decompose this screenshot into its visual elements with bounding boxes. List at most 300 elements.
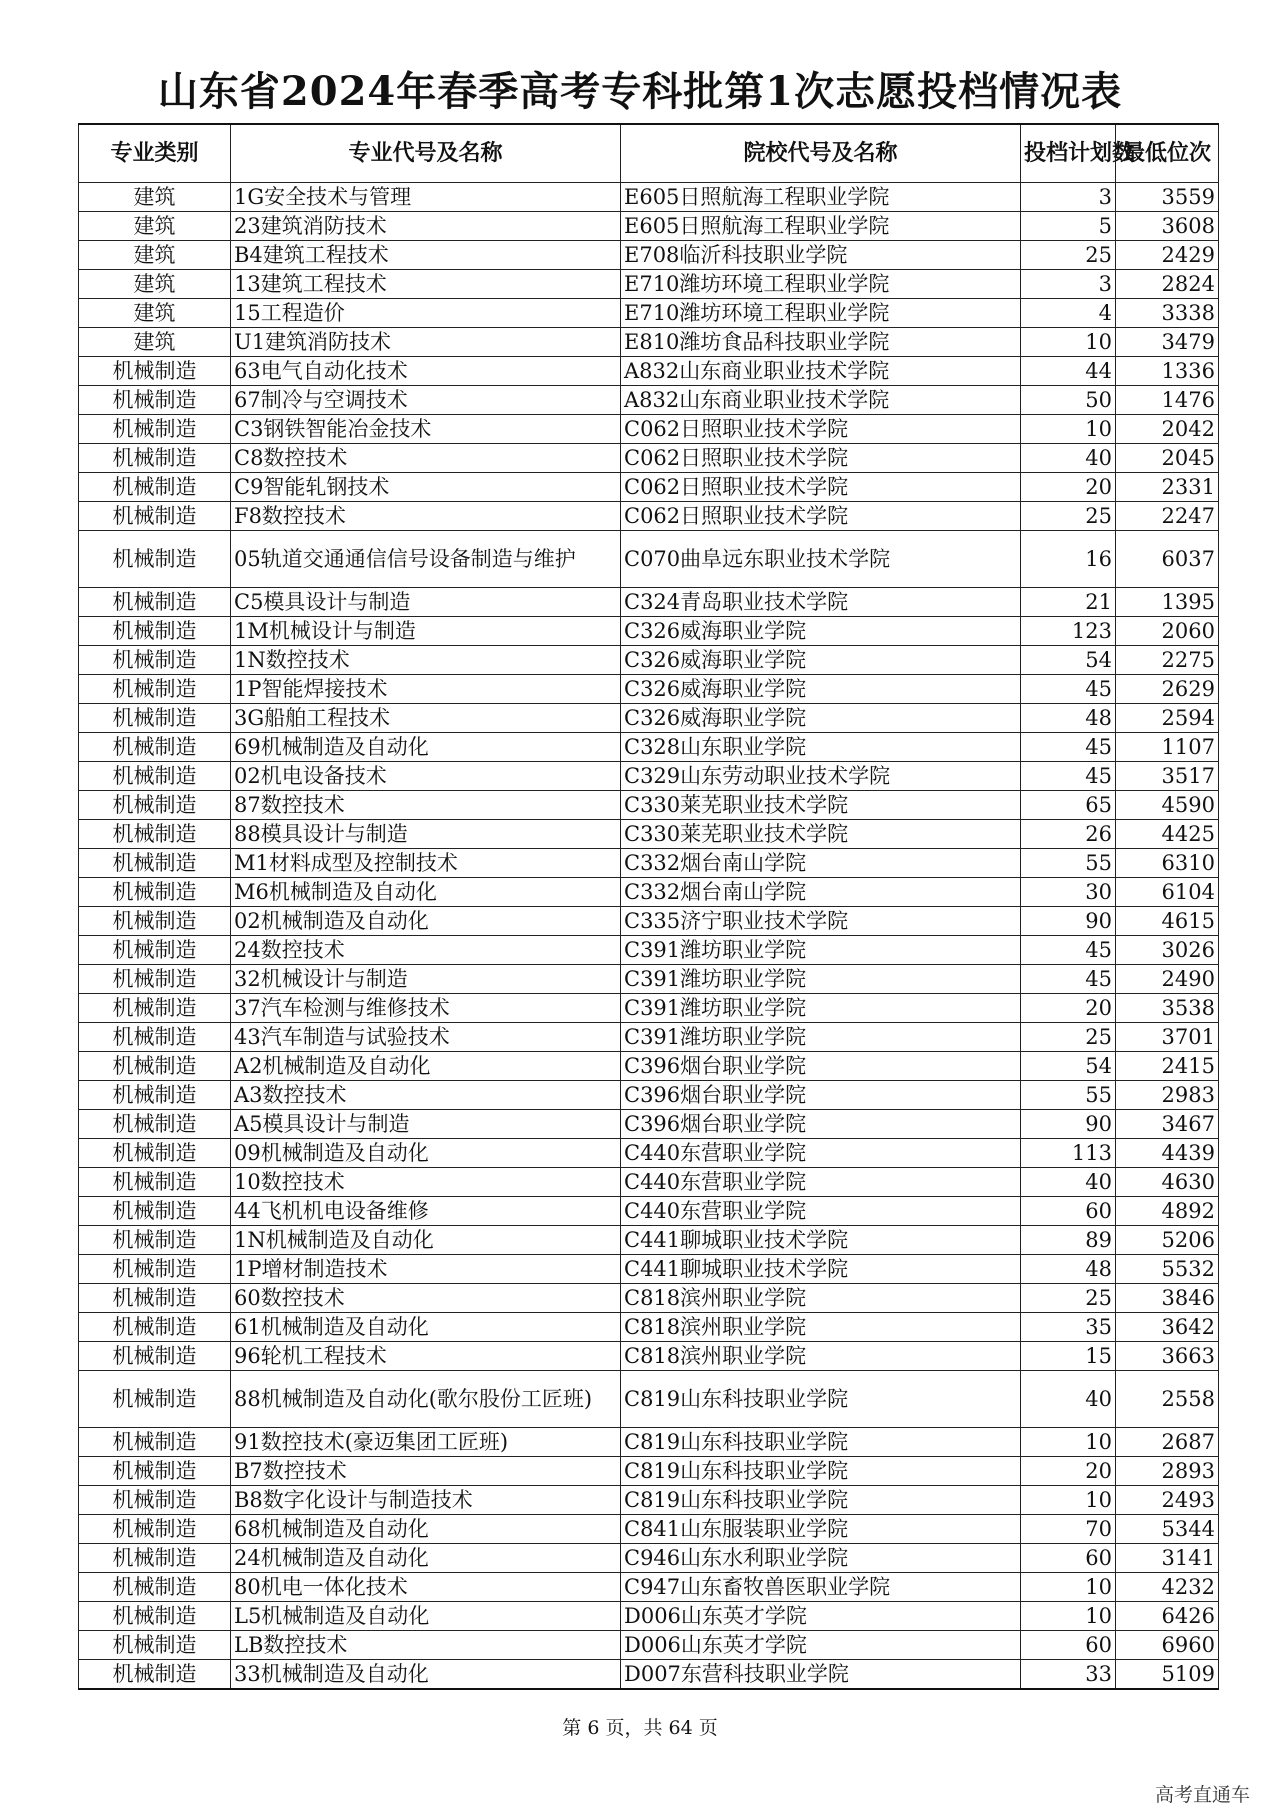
category-cell: 机械制造	[79, 357, 231, 386]
rank-cell: 3517	[1116, 762, 1219, 791]
rank-cell: 2042	[1116, 415, 1219, 444]
category-cell: 机械制造	[79, 849, 231, 878]
school-cell: E710潍坊环境工程职业学院	[621, 270, 1021, 299]
category-cell: 机械制造	[79, 733, 231, 762]
rank-cell: 2429	[1116, 241, 1219, 270]
school-cell: A832山东商业职业技术学院	[621, 357, 1021, 386]
rank-cell: 2490	[1116, 965, 1219, 994]
school-cell: C326威海职业学院	[621, 675, 1021, 704]
table-row	[79, 907, 1219, 936]
table-row	[79, 299, 1219, 328]
plan-cell: 60	[1021, 1544, 1116, 1573]
school-cell: C946山东水利职业学院	[621, 1544, 1021, 1573]
rank-cell: 5344	[1116, 1515, 1219, 1544]
school-cell: C391潍坊职业学院	[621, 936, 1021, 965]
rank-cell: 3559	[1116, 183, 1219, 212]
table-row	[79, 1226, 1219, 1255]
plan-cell: 25	[1021, 1023, 1116, 1052]
rank-cell: 2629	[1116, 675, 1219, 704]
table-row	[79, 1168, 1219, 1197]
table-row	[79, 473, 1219, 502]
major-cell: U1建筑消防技术	[231, 328, 621, 357]
major-cell: 80机电一体化技术	[231, 1573, 621, 1602]
rank-cell: 4439	[1116, 1139, 1219, 1168]
school-cell: C062日照职业技术学院	[621, 502, 1021, 531]
table-row	[79, 1371, 1219, 1428]
rank-cell: 2275	[1116, 646, 1219, 675]
plan-cell: 40	[1021, 444, 1116, 473]
plan-cell: 60	[1021, 1631, 1116, 1660]
school-cell: C330莱芜职业技术学院	[621, 820, 1021, 849]
plan-cell: 10	[1021, 1602, 1116, 1631]
header-rank: 最低位次	[1116, 124, 1219, 183]
school-cell: D006山东英才学院	[621, 1631, 1021, 1660]
category-cell: 机械制造	[79, 965, 231, 994]
major-cell: 67制冷与空调技术	[231, 386, 621, 415]
table-row	[79, 588, 1219, 617]
plan-cell: 5	[1021, 212, 1116, 241]
major-cell: 1M机械设计与制造	[231, 617, 621, 646]
major-cell: C3钢铁智能冶金技术	[231, 415, 621, 444]
category-cell: 机械制造	[79, 444, 231, 473]
table-row	[79, 733, 1219, 762]
category-cell: 机械制造	[79, 994, 231, 1023]
category-cell: 机械制造	[79, 1139, 231, 1168]
category-cell: 机械制造	[79, 762, 231, 791]
school-cell: C440东营职业学院	[621, 1197, 1021, 1226]
school-cell: C818滨州职业学院	[621, 1342, 1021, 1371]
major-cell: 1P智能焊接技术	[231, 675, 621, 704]
plan-cell: 4	[1021, 299, 1116, 328]
table-row	[79, 212, 1219, 241]
rank-cell: 1395	[1116, 588, 1219, 617]
category-cell: 建筑	[79, 241, 231, 270]
table-row	[79, 617, 1219, 646]
category-cell: 机械制造	[79, 1197, 231, 1226]
category-cell: 机械制造	[79, 502, 231, 531]
category-cell: 机械制造	[79, 1486, 231, 1515]
rank-cell: 6960	[1116, 1631, 1219, 1660]
major-cell: B8数字化设计与制造技术	[231, 1486, 621, 1515]
major-cell: 1N机械制造及自动化	[231, 1226, 621, 1255]
school-cell: C332烟台南山学院	[621, 878, 1021, 907]
school-cell: C335济宁职业技术学院	[621, 907, 1021, 936]
major-cell: 02机械制造及自动化	[231, 907, 621, 936]
school-cell: C330莱芜职业技术学院	[621, 791, 1021, 820]
major-cell: 15工程造价	[231, 299, 621, 328]
major-cell: C8数控技术	[231, 444, 621, 473]
rank-cell: 3467	[1116, 1110, 1219, 1139]
rank-cell: 4630	[1116, 1168, 1219, 1197]
table-row	[79, 1457, 1219, 1486]
plan-cell: 20	[1021, 473, 1116, 502]
category-cell: 机械制造	[79, 386, 231, 415]
plan-cell: 3	[1021, 270, 1116, 299]
plan-cell: 44	[1021, 357, 1116, 386]
table-row	[79, 1139, 1219, 1168]
category-cell: 机械制造	[79, 704, 231, 733]
category-cell: 机械制造	[79, 1515, 231, 1544]
table-row	[79, 1602, 1219, 1631]
plan-cell: 123	[1021, 617, 1116, 646]
major-cell: 32机械设计与制造	[231, 965, 621, 994]
plan-cell: 16	[1021, 531, 1116, 588]
school-cell: C328山东职业学院	[621, 733, 1021, 762]
rank-cell: 2493	[1116, 1486, 1219, 1515]
plan-cell: 48	[1021, 1255, 1116, 1284]
table-row	[79, 1573, 1219, 1602]
table-row	[79, 1660, 1219, 1690]
category-cell: 机械制造	[79, 1023, 231, 1052]
category-cell: 机械制造	[79, 1544, 231, 1573]
school-cell: E605日照航海工程职业学院	[621, 212, 1021, 241]
major-cell: 23建筑消防技术	[231, 212, 621, 241]
table-row	[79, 270, 1219, 299]
plan-cell: 26	[1021, 820, 1116, 849]
rank-cell: 4232	[1116, 1573, 1219, 1602]
rank-cell: 3663	[1116, 1342, 1219, 1371]
school-cell: E708临沂科技职业学院	[621, 241, 1021, 270]
plan-cell: 10	[1021, 328, 1116, 357]
major-cell: C9智能轧钢技术	[231, 473, 621, 502]
major-cell: 63电气自动化技术	[231, 357, 621, 386]
table-row	[79, 328, 1219, 357]
plan-cell: 25	[1021, 1284, 1116, 1313]
category-cell: 建筑	[79, 328, 231, 357]
major-cell: 43汽车制造与试验技术	[231, 1023, 621, 1052]
school-cell: C818滨州职业学院	[621, 1284, 1021, 1313]
school-cell: C391潍坊职业学院	[621, 1023, 1021, 1052]
school-cell: C440东营职业学院	[621, 1139, 1021, 1168]
category-cell: 机械制造	[79, 1168, 231, 1197]
major-cell: M1材料成型及控制技术	[231, 849, 621, 878]
major-cell: A3数控技术	[231, 1081, 621, 1110]
table-row	[79, 820, 1219, 849]
major-cell: 96轮机工程技术	[231, 1342, 621, 1371]
major-cell: 44飞机机电设备维修	[231, 1197, 621, 1226]
table-row	[79, 1486, 1219, 1515]
category-cell: 机械制造	[79, 1573, 231, 1602]
school-cell: C324青岛职业技术学院	[621, 588, 1021, 617]
school-cell: C326威海职业学院	[621, 617, 1021, 646]
category-cell: 机械制造	[79, 1342, 231, 1371]
table-row	[79, 1110, 1219, 1139]
plan-cell: 33	[1021, 1660, 1116, 1690]
category-cell: 机械制造	[79, 1226, 231, 1255]
category-cell: 机械制造	[79, 1255, 231, 1284]
table-row	[79, 1544, 1219, 1573]
rank-cell: 4615	[1116, 907, 1219, 936]
category-cell: 机械制造	[79, 1081, 231, 1110]
school-cell: C441聊城职业技术学院	[621, 1255, 1021, 1284]
header-category: 专业类别	[79, 124, 231, 183]
school-cell: C326威海职业学院	[621, 646, 1021, 675]
major-cell: 05轨道交通通信信号设备制造与维护	[231, 531, 621, 588]
table-row	[79, 994, 1219, 1023]
category-cell: 机械制造	[79, 878, 231, 907]
plan-cell: 21	[1021, 588, 1116, 617]
major-cell: C5模具设计与制造	[231, 588, 621, 617]
table-row	[79, 1197, 1219, 1226]
rank-cell: 2594	[1116, 704, 1219, 733]
category-cell: 机械制造	[79, 473, 231, 502]
major-cell: 33机械制造及自动化	[231, 1660, 621, 1690]
category-cell: 机械制造	[79, 1660, 231, 1690]
plan-cell: 89	[1021, 1226, 1116, 1255]
rank-cell: 2893	[1116, 1457, 1219, 1486]
plan-cell: 3	[1021, 183, 1116, 212]
school-cell: C819山东科技职业学院	[621, 1371, 1021, 1428]
school-cell: C396烟台职业学院	[621, 1081, 1021, 1110]
plan-cell: 40	[1021, 1168, 1116, 1197]
rank-cell: 1476	[1116, 386, 1219, 415]
table-row	[79, 1313, 1219, 1342]
plan-cell: 45	[1021, 936, 1116, 965]
plan-cell: 60	[1021, 1197, 1116, 1226]
major-cell: 60数控技术	[231, 1284, 621, 1313]
rank-cell: 2824	[1116, 270, 1219, 299]
rank-cell: 5109	[1116, 1660, 1219, 1690]
school-cell: C332烟台南山学院	[621, 849, 1021, 878]
category-cell: 机械制造	[79, 415, 231, 444]
school-cell: C326威海职业学院	[621, 704, 1021, 733]
table-row	[79, 1284, 1219, 1313]
plan-cell: 48	[1021, 704, 1116, 733]
admission-table	[78, 123, 1219, 1690]
major-cell: B4建筑工程技术	[231, 241, 621, 270]
school-cell: C441聊城职业技术学院	[621, 1226, 1021, 1255]
rank-cell: 6426	[1116, 1602, 1219, 1631]
table-row	[79, 646, 1219, 675]
category-cell: 机械制造	[79, 1052, 231, 1081]
page-title: 山东省2024年春季高考专科批第1次志愿投档情况表	[157, 68, 1123, 115]
category-cell: 机械制造	[79, 1110, 231, 1139]
category-cell: 机械制造	[79, 646, 231, 675]
major-cell: F8数控技术	[231, 502, 621, 531]
school-cell: C062日照职业技术学院	[621, 415, 1021, 444]
rank-cell: 3538	[1116, 994, 1219, 1023]
table-body	[79, 183, 1219, 1690]
plan-cell: 25	[1021, 502, 1116, 531]
school-cell: E710潍坊环境工程职业学院	[621, 299, 1021, 328]
category-cell: 机械制造	[79, 1457, 231, 1486]
major-cell: 09机械制造及自动化	[231, 1139, 621, 1168]
category-cell: 建筑	[79, 270, 231, 299]
rank-cell: 2060	[1116, 617, 1219, 646]
table-row	[79, 1342, 1219, 1371]
plan-cell: 25	[1021, 241, 1116, 270]
school-cell: C819山东科技职业学院	[621, 1428, 1021, 1457]
plan-cell: 10	[1021, 415, 1116, 444]
rank-cell: 5206	[1116, 1226, 1219, 1255]
plan-cell: 10	[1021, 1486, 1116, 1515]
plan-cell: 40	[1021, 1371, 1116, 1428]
table-row	[79, 675, 1219, 704]
table-row	[79, 965, 1219, 994]
category-cell: 机械制造	[79, 820, 231, 849]
school-cell: D006山东英才学院	[621, 1602, 1021, 1631]
plan-cell: 45	[1021, 675, 1116, 704]
plan-cell: 50	[1021, 386, 1116, 415]
rank-cell: 3141	[1116, 1544, 1219, 1573]
plan-cell: 90	[1021, 907, 1116, 936]
table-row	[79, 1052, 1219, 1081]
rank-cell: 2045	[1116, 444, 1219, 473]
plan-cell: 35	[1021, 1313, 1116, 1342]
school-cell: C818滨州职业学院	[621, 1313, 1021, 1342]
rank-cell: 3701	[1116, 1023, 1219, 1052]
table-row	[79, 849, 1219, 878]
rank-cell: 2247	[1116, 502, 1219, 531]
plan-cell: 55	[1021, 1081, 1116, 1110]
rank-cell: 1336	[1116, 357, 1219, 386]
major-cell: 37汽车检测与维修技术	[231, 994, 621, 1023]
major-cell: 1G安全技术与管理	[231, 183, 621, 212]
plan-cell: 65	[1021, 791, 1116, 820]
plan-cell: 90	[1021, 1110, 1116, 1139]
major-cell: 1P增材制造技术	[231, 1255, 621, 1284]
header-school: 院校代号及名称	[621, 124, 1021, 183]
plan-cell: 45	[1021, 965, 1116, 994]
table-row	[79, 502, 1219, 531]
plan-cell: 113	[1021, 1139, 1116, 1168]
school-cell: C947山东畜牧兽医职业学院	[621, 1573, 1021, 1602]
rank-cell: 4892	[1116, 1197, 1219, 1226]
rank-cell: 3479	[1116, 328, 1219, 357]
rank-cell: 2687	[1116, 1428, 1219, 1457]
plan-cell: 45	[1021, 733, 1116, 762]
rank-cell: 2415	[1116, 1052, 1219, 1081]
table-row	[79, 1255, 1219, 1284]
school-cell: C440东营职业学院	[621, 1168, 1021, 1197]
plan-cell: 20	[1021, 1457, 1116, 1486]
category-cell: 机械制造	[79, 531, 231, 588]
rank-cell: 3026	[1116, 936, 1219, 965]
table-row	[79, 386, 1219, 415]
school-cell: C062日照职业技术学院	[621, 473, 1021, 502]
table-row	[79, 1023, 1219, 1052]
table-row	[79, 444, 1219, 473]
major-cell: 10数控技术	[231, 1168, 621, 1197]
school-cell: C391潍坊职业学院	[621, 994, 1021, 1023]
table-row	[79, 1631, 1219, 1660]
table-row	[79, 1428, 1219, 1457]
rank-cell: 6104	[1116, 878, 1219, 907]
school-cell: D007东营科技职业学院	[621, 1660, 1021, 1690]
category-cell: 机械制造	[79, 907, 231, 936]
school-cell: C841山东服装职业学院	[621, 1515, 1021, 1544]
school-cell: E810潍坊食品科技职业学院	[621, 328, 1021, 357]
watermark: 高考直通车	[1154, 1784, 1250, 1806]
category-cell: 机械制造	[79, 588, 231, 617]
category-cell: 机械制造	[79, 936, 231, 965]
major-cell: LB数控技术	[231, 1631, 621, 1660]
plan-cell: 54	[1021, 1052, 1116, 1081]
major-cell: L5机械制造及自动化	[231, 1602, 621, 1631]
rank-cell: 2983	[1116, 1081, 1219, 1110]
table-row	[79, 936, 1219, 965]
category-cell: 机械制造	[79, 1284, 231, 1313]
header-major: 专业代号及名称	[231, 124, 621, 183]
major-cell: 02机电设备技术	[231, 762, 621, 791]
major-cell: 68机械制造及自动化	[231, 1515, 621, 1544]
category-cell: 机械制造	[79, 1371, 231, 1428]
school-cell: C391潍坊职业学院	[621, 965, 1021, 994]
plan-cell: 10	[1021, 1428, 1116, 1457]
table-row	[79, 791, 1219, 820]
rank-cell: 3608	[1116, 212, 1219, 241]
school-cell: C062日照职业技术学院	[621, 444, 1021, 473]
category-cell: 机械制造	[79, 617, 231, 646]
table-row	[79, 183, 1219, 212]
major-cell: 87数控技术	[231, 791, 621, 820]
major-cell: 91数控技术(豪迈集团工匠班)	[231, 1428, 621, 1457]
rank-cell: 2331	[1116, 473, 1219, 502]
major-cell: 1N数控技术	[231, 646, 621, 675]
category-cell: 建筑	[79, 212, 231, 241]
table-header-row	[79, 124, 1219, 183]
page-footer: 第 6 页，共 64 页	[562, 1717, 718, 1739]
rank-cell: 3338	[1116, 299, 1219, 328]
plan-cell: 45	[1021, 762, 1116, 791]
category-cell: 机械制造	[79, 1313, 231, 1342]
rank-cell: 6037	[1116, 531, 1219, 588]
school-cell: A832山东商业职业技术学院	[621, 386, 1021, 415]
major-cell: 61机械制造及自动化	[231, 1313, 621, 1342]
major-cell: A5模具设计与制造	[231, 1110, 621, 1139]
major-cell: 13建筑工程技术	[231, 270, 621, 299]
rank-cell: 5532	[1116, 1255, 1219, 1284]
plan-cell: 30	[1021, 878, 1116, 907]
school-cell: C070曲阜远东职业技术学院	[621, 531, 1021, 588]
category-cell: 建筑	[79, 299, 231, 328]
plan-cell: 70	[1021, 1515, 1116, 1544]
category-cell: 机械制造	[79, 1602, 231, 1631]
rank-cell: 3642	[1116, 1313, 1219, 1342]
category-cell: 机械制造	[79, 1428, 231, 1457]
major-cell: 24数控技术	[231, 936, 621, 965]
table-row	[79, 357, 1219, 386]
table-row	[79, 531, 1219, 588]
header-plan: 投档计划数	[1021, 124, 1116, 183]
major-cell: A2机械制造及自动化	[231, 1052, 621, 1081]
table-row	[79, 704, 1219, 733]
school-cell: E605日照航海工程职业学院	[621, 183, 1021, 212]
table-row	[79, 762, 1219, 791]
category-cell: 机械制造	[79, 1631, 231, 1660]
category-cell: 机械制造	[79, 791, 231, 820]
rank-cell: 1107	[1116, 733, 1219, 762]
category-cell: 机械制造	[79, 675, 231, 704]
major-cell: 3G船舶工程技术	[231, 704, 621, 733]
school-cell: C329山东劳动职业技术学院	[621, 762, 1021, 791]
school-cell: C396烟台职业学院	[621, 1052, 1021, 1081]
table-row	[79, 415, 1219, 444]
school-cell: C819山东科技职业学院	[621, 1486, 1021, 1515]
rank-cell: 3846	[1116, 1284, 1219, 1313]
major-cell: 24机械制造及自动化	[231, 1544, 621, 1573]
major-cell: 88模具设计与制造	[231, 820, 621, 849]
category-cell: 建筑	[79, 183, 231, 212]
plan-cell: 20	[1021, 994, 1116, 1023]
plan-cell: 10	[1021, 1573, 1116, 1602]
rank-cell: 4425	[1116, 820, 1219, 849]
major-cell: 88机械制造及自动化(歌尔股份工匠班)	[231, 1371, 621, 1428]
major-cell: B7数控技术	[231, 1457, 621, 1486]
table-row	[79, 1081, 1219, 1110]
rank-cell: 6310	[1116, 849, 1219, 878]
major-cell: 69机械制造及自动化	[231, 733, 621, 762]
